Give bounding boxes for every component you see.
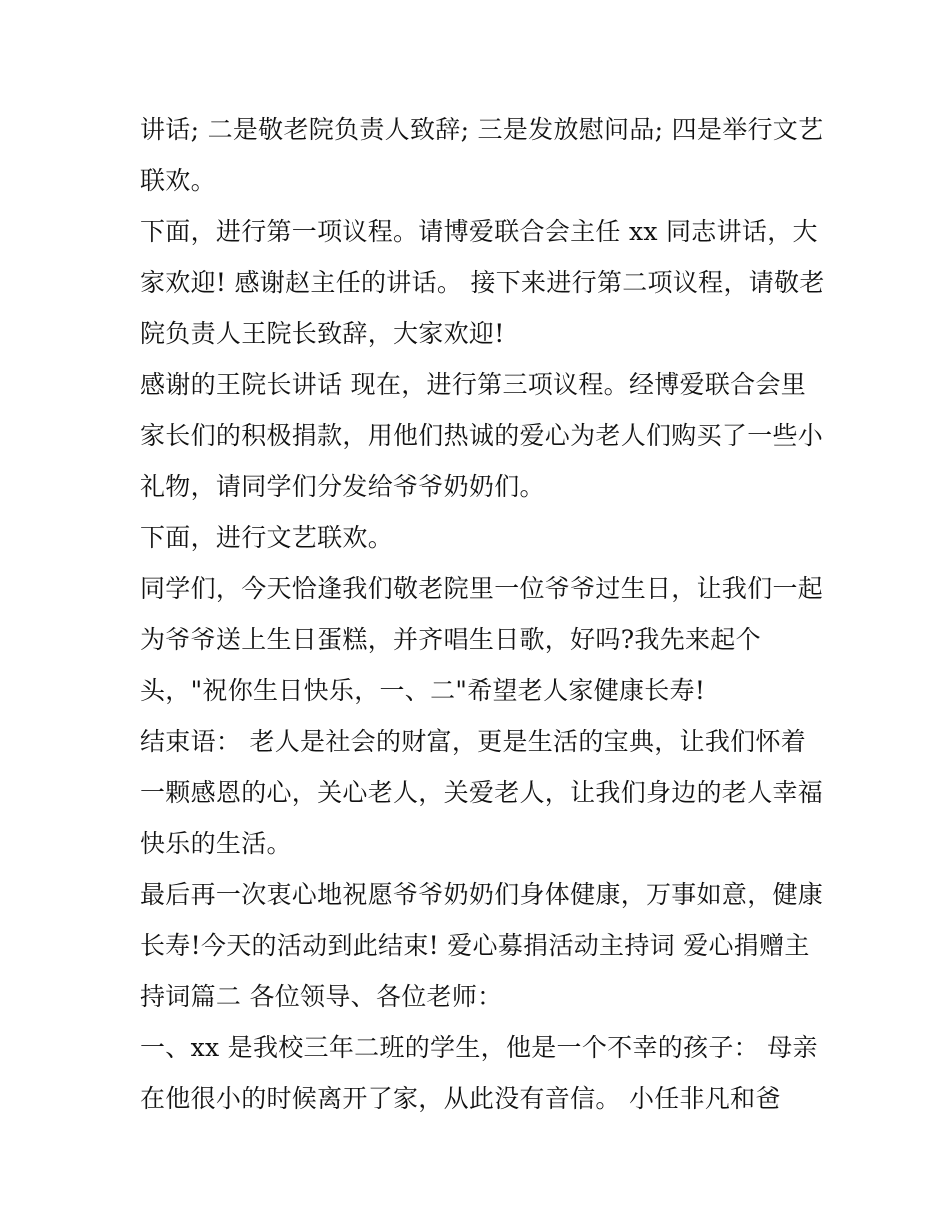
text-line: 家欢迎! 感谢赵主任的讲话。 接下来进行第二项议程，请敬老 (140, 268, 825, 297)
text-line: 同学们，今天恰逢我们敬老院里一位爷爷过生日，让我们一起 (140, 574, 824, 603)
document-body (140, 104, 830, 1124)
text-line: 联欢。 (140, 166, 216, 195)
text-line: 下面，进行第一项议程。请博爱联合会主任 xx 同志讲话，大 (140, 217, 818, 246)
text-line: 快乐的生活。 (140, 829, 292, 858)
text-line: 在他很小的时候离开了家，从此没有音信。 小任非凡和爸 (140, 1084, 781, 1113)
text-line: 为爷爷送上生日蛋糕，并齐唱生日歌，好吗?我先来起个 (140, 625, 761, 654)
text-line: 持词篇二 各位领导、各位老师： (140, 982, 503, 1011)
text-line: 下面，进行文艺联欢。 (140, 523, 394, 552)
text-line: 最后再一次衷心地祝愿爷爷奶奶们身体健康，万事如意，健康 (140, 880, 824, 909)
text-line: 礼物，请同学们分发给爷爷奶奶们。 (140, 472, 545, 501)
text-line: 家长们的积极捐款，用他们热诚的爱心为老人们购买了一些小 (140, 421, 824, 450)
text-line: 院负责人王院长致辞，大家欢迎! (140, 319, 505, 348)
text-line: 一颗感恩的心，关心老人，关爱老人，让我们身边的老人幸福 (140, 778, 824, 807)
text-line: 结束语： 老人是社会的财富，更是生活的宝典，让我们怀着 (140, 727, 807, 756)
text-line: 长寿!今天的活动到此结束! 爱心募捐活动主持词 爱心捐赠主 (140, 931, 810, 960)
text-line: 一、xx 是我校三年二班的学生，他是一个不幸的孩子： 母亲 (140, 1033, 818, 1062)
text-line: 感谢的王院长讲话 现在，进行第三项议程。经博爱联合会里 (140, 370, 807, 399)
text-line: 头，"祝你生日快乐，一、二"希望老人家健康长寿! (140, 676, 706, 705)
text-line: 讲话; 二是敬老院负责人致辞; 三是发放慰问品; 四是举行文艺 (140, 115, 824, 144)
